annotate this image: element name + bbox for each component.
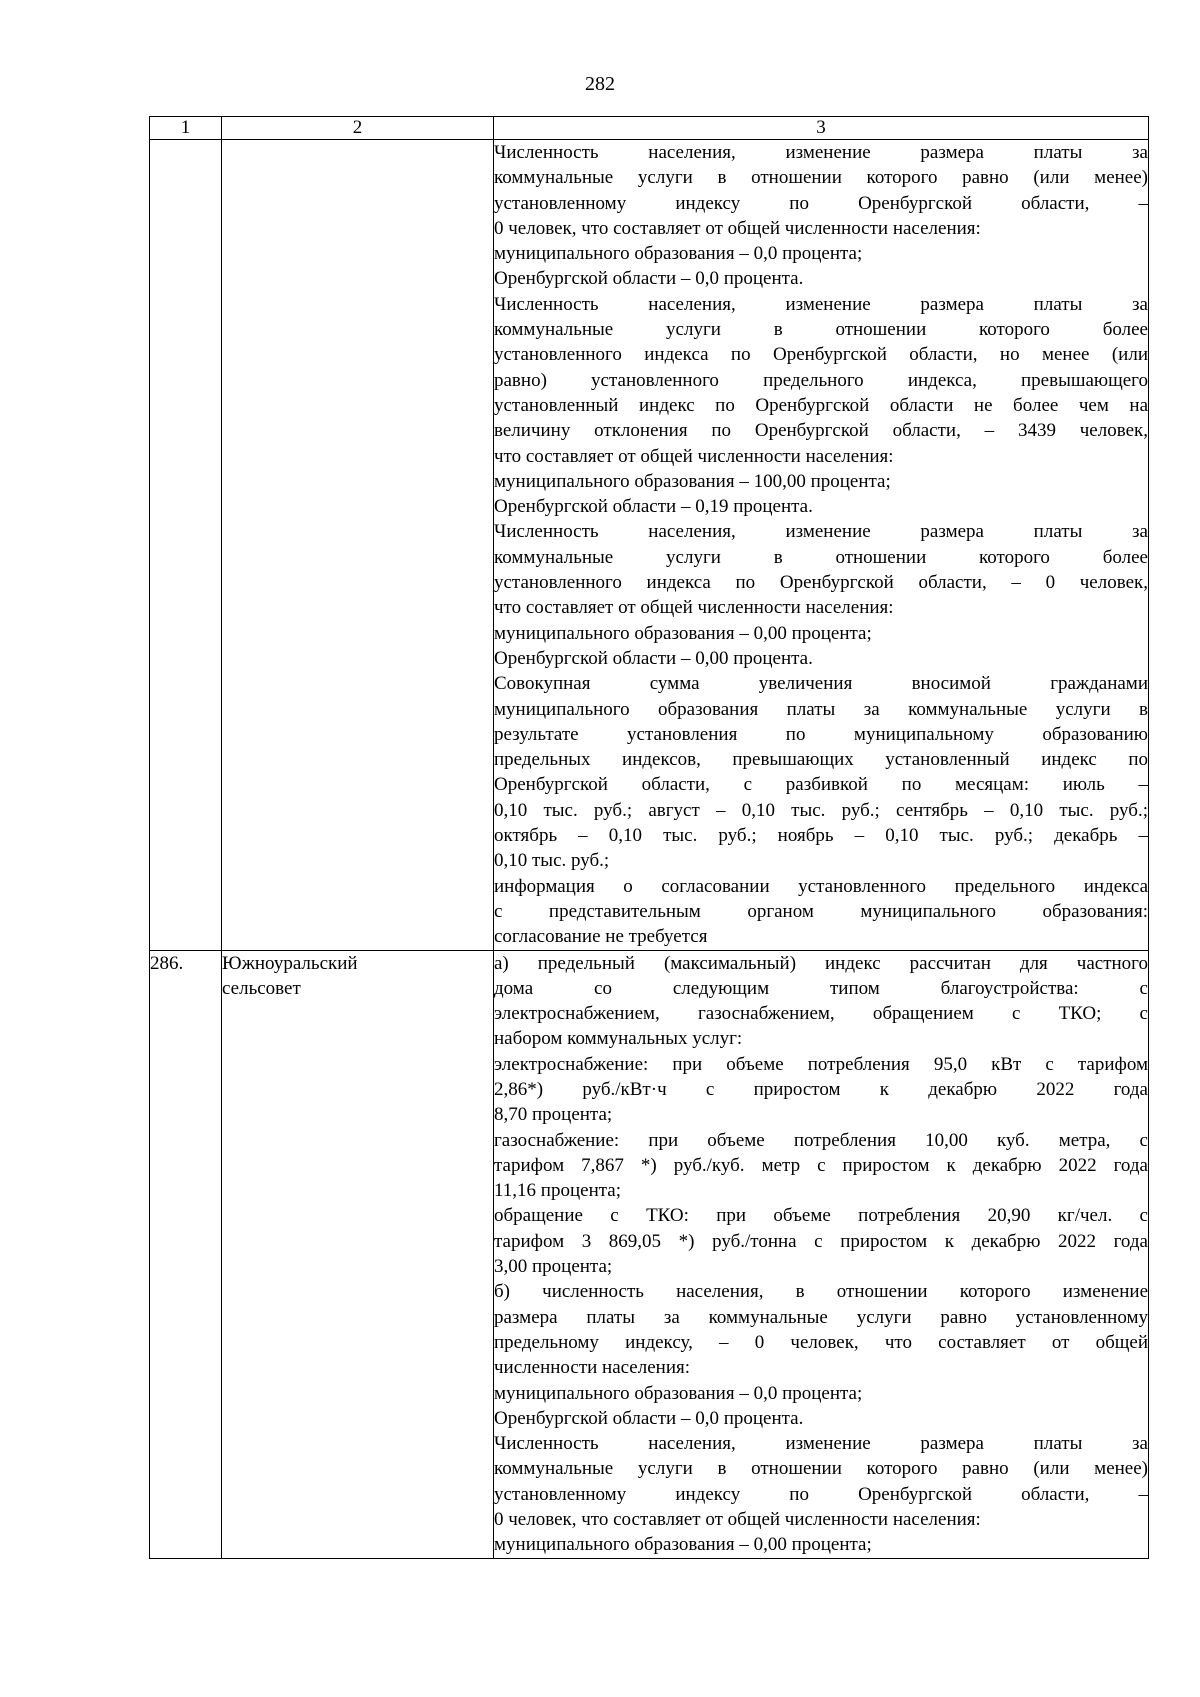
text-line: муниципального образования – 0,00 процента; <box>494 1534 872 1556</box>
row-description <box>494 140 1149 951</box>
text-line: Численность населения, изменение размера платы за <box>494 1433 1148 1455</box>
text-line: тарифом 3 869,05 *) руб./тонна с приростом к декабрю 2022 года <box>494 1230 1148 1252</box>
text-line: с представительным органом муниципального образования: <box>494 900 1148 922</box>
text-line: тарифом 7,867 *) руб./куб. метр с приростом к декабрю 2022 года <box>494 1154 1148 1176</box>
document-table <box>149 116 1149 1559</box>
text-line: муниципального образования – 0,00 процента; <box>494 622 872 644</box>
table-row <box>150 140 1149 951</box>
text-line: установленному индексу по Оренбургской области, – <box>494 1483 1148 1505</box>
table-row <box>150 950 1149 1558</box>
text-line: муниципального образования – 100,00 процента; <box>494 470 891 492</box>
text-line: а) предельный (максимальный) индекс рассчитан для частного <box>494 952 1148 974</box>
text-line: результате установления по муниципальному образованию <box>494 723 1148 745</box>
text-line: коммунальные услуги в отношении которого равно (или менее) <box>494 167 1148 189</box>
text-line: электроснабжение: при объеме потребления 95,0 кВт с тарифом <box>494 1053 1148 1075</box>
text-line: Оренбургской области – 0,00 процента. <box>494 647 813 669</box>
row-description <box>494 950 1149 1558</box>
text-line: установленного индекса по Оренбургской области, но менее (или <box>494 344 1148 366</box>
municipality-name-line: Южноуральский <box>222 952 358 974</box>
municipality-name <box>222 140 494 951</box>
text-line: электроснабжением, газоснабжением, обращением с ТКО; с <box>494 1003 1148 1025</box>
text-line: дома со следующим типом благоустройства: с <box>494 977 1148 999</box>
text-line: муниципального образования платы за коммунальные услуги в <box>494 698 1148 720</box>
text-line: величину отклонения по Оренбургской области, – 3439 человек, <box>494 420 1148 442</box>
text-line: численности населения: <box>494 1357 691 1379</box>
text-line: Оренбургской области, с разбивкой по месяцам: июль – <box>494 774 1148 796</box>
text-line: Совокупная сумма увеличения вносимой гражданами <box>494 673 1148 695</box>
text-line: Численность населения, изменение размера платы за <box>494 293 1148 315</box>
text-line: 0 человек, что составляет от общей численности населения: <box>494 217 981 239</box>
text-line: коммунальные услуги в отношении которого равно (или менее) <box>494 1458 1148 1480</box>
text-line: б) численность населения, в отношении которого изменение <box>494 1281 1148 1303</box>
text-line: информация о согласовании установленного предельного индекса <box>494 875 1148 897</box>
text-line: Оренбургской области – 0,0 процента. <box>494 268 804 290</box>
text-line: муниципального образования – 0,0 процента; <box>494 1382 863 1404</box>
column-header: 1 <box>150 117 222 140</box>
column-header: 2 <box>222 117 494 140</box>
text-line: набором коммунальных услуг: <box>494 1028 743 1050</box>
text-line: муниципального образования – 0,0 процента; <box>494 243 863 265</box>
text-line: 11,16 процента; <box>494 1180 621 1202</box>
text-line: установленному индексу по Оренбургской области, – <box>494 192 1148 214</box>
text-line: 0,10 тыс. руб.; <box>494 850 610 872</box>
text-line: 3,00 процента; <box>494 1256 613 1278</box>
row-number: 286. <box>150 950 222 1558</box>
text-line: 2,86*) руб./кВт·ч с приростом к декабрю 2022 года <box>494 1078 1148 1100</box>
municipality-name <box>222 950 494 1558</box>
text-line: установленного индекса по Оренбургской области, – 0 человек, <box>494 572 1148 594</box>
text-line: 0 человек, что составляет от общей численности населения: <box>494 1509 981 1531</box>
text-line: согласование не требуется <box>494 926 708 948</box>
text-line: Оренбургской области – 0,19 процента. <box>494 496 813 518</box>
text-line: размера платы за коммунальные услуги равно установленному <box>494 1306 1148 1328</box>
municipality-name-line: сельсовет <box>222 977 301 999</box>
text-line: что составляет от общей численности населения: <box>494 597 894 619</box>
page-number: 282 <box>585 73 615 95</box>
text-line: октябрь – 0,10 тыс. руб.; ноябрь – 0,10 тыс. руб.; декабрь – <box>494 825 1148 847</box>
table-header-row <box>150 117 1149 140</box>
text-line: 0,10 тыс. руб.; август – 0,10 тыс. руб.; сентябрь – 0,10 тыс. руб.; <box>494 799 1148 821</box>
text-line: предельных индексов, превышающих установленный индекс по <box>494 749 1148 771</box>
text-line: Оренбургской области – 0,0 процента. <box>494 1407 804 1429</box>
text-line: равно) установленного предельного индекса, превышающего <box>494 369 1148 391</box>
text-line: коммунальные услуги в отношении которого более <box>494 546 1148 568</box>
column-header: 3 <box>494 117 1149 140</box>
text-line: коммунальные услуги в отношении которого более <box>494 319 1148 341</box>
text-line: Численность населения, изменение размера платы за <box>494 521 1148 543</box>
text-line: газоснабжение: при объеме потребления 10,00 куб. метра, с <box>494 1129 1148 1151</box>
text-line: предельному индексу, – 0 человек, что составляет от общей <box>494 1331 1148 1353</box>
text-line: Численность населения, изменение размера платы за <box>494 142 1148 163</box>
row-number <box>150 140 222 951</box>
text-line: установленный индекс по Оренбургской области не более чем на <box>494 394 1148 416</box>
text-line: 8,70 процента; <box>494 1104 613 1126</box>
text-line: что составляет от общей численности населения: <box>494 445 894 467</box>
text-line: обращение с ТКО: при объеме потребления 20,90 кг/чел. с <box>494 1205 1148 1227</box>
